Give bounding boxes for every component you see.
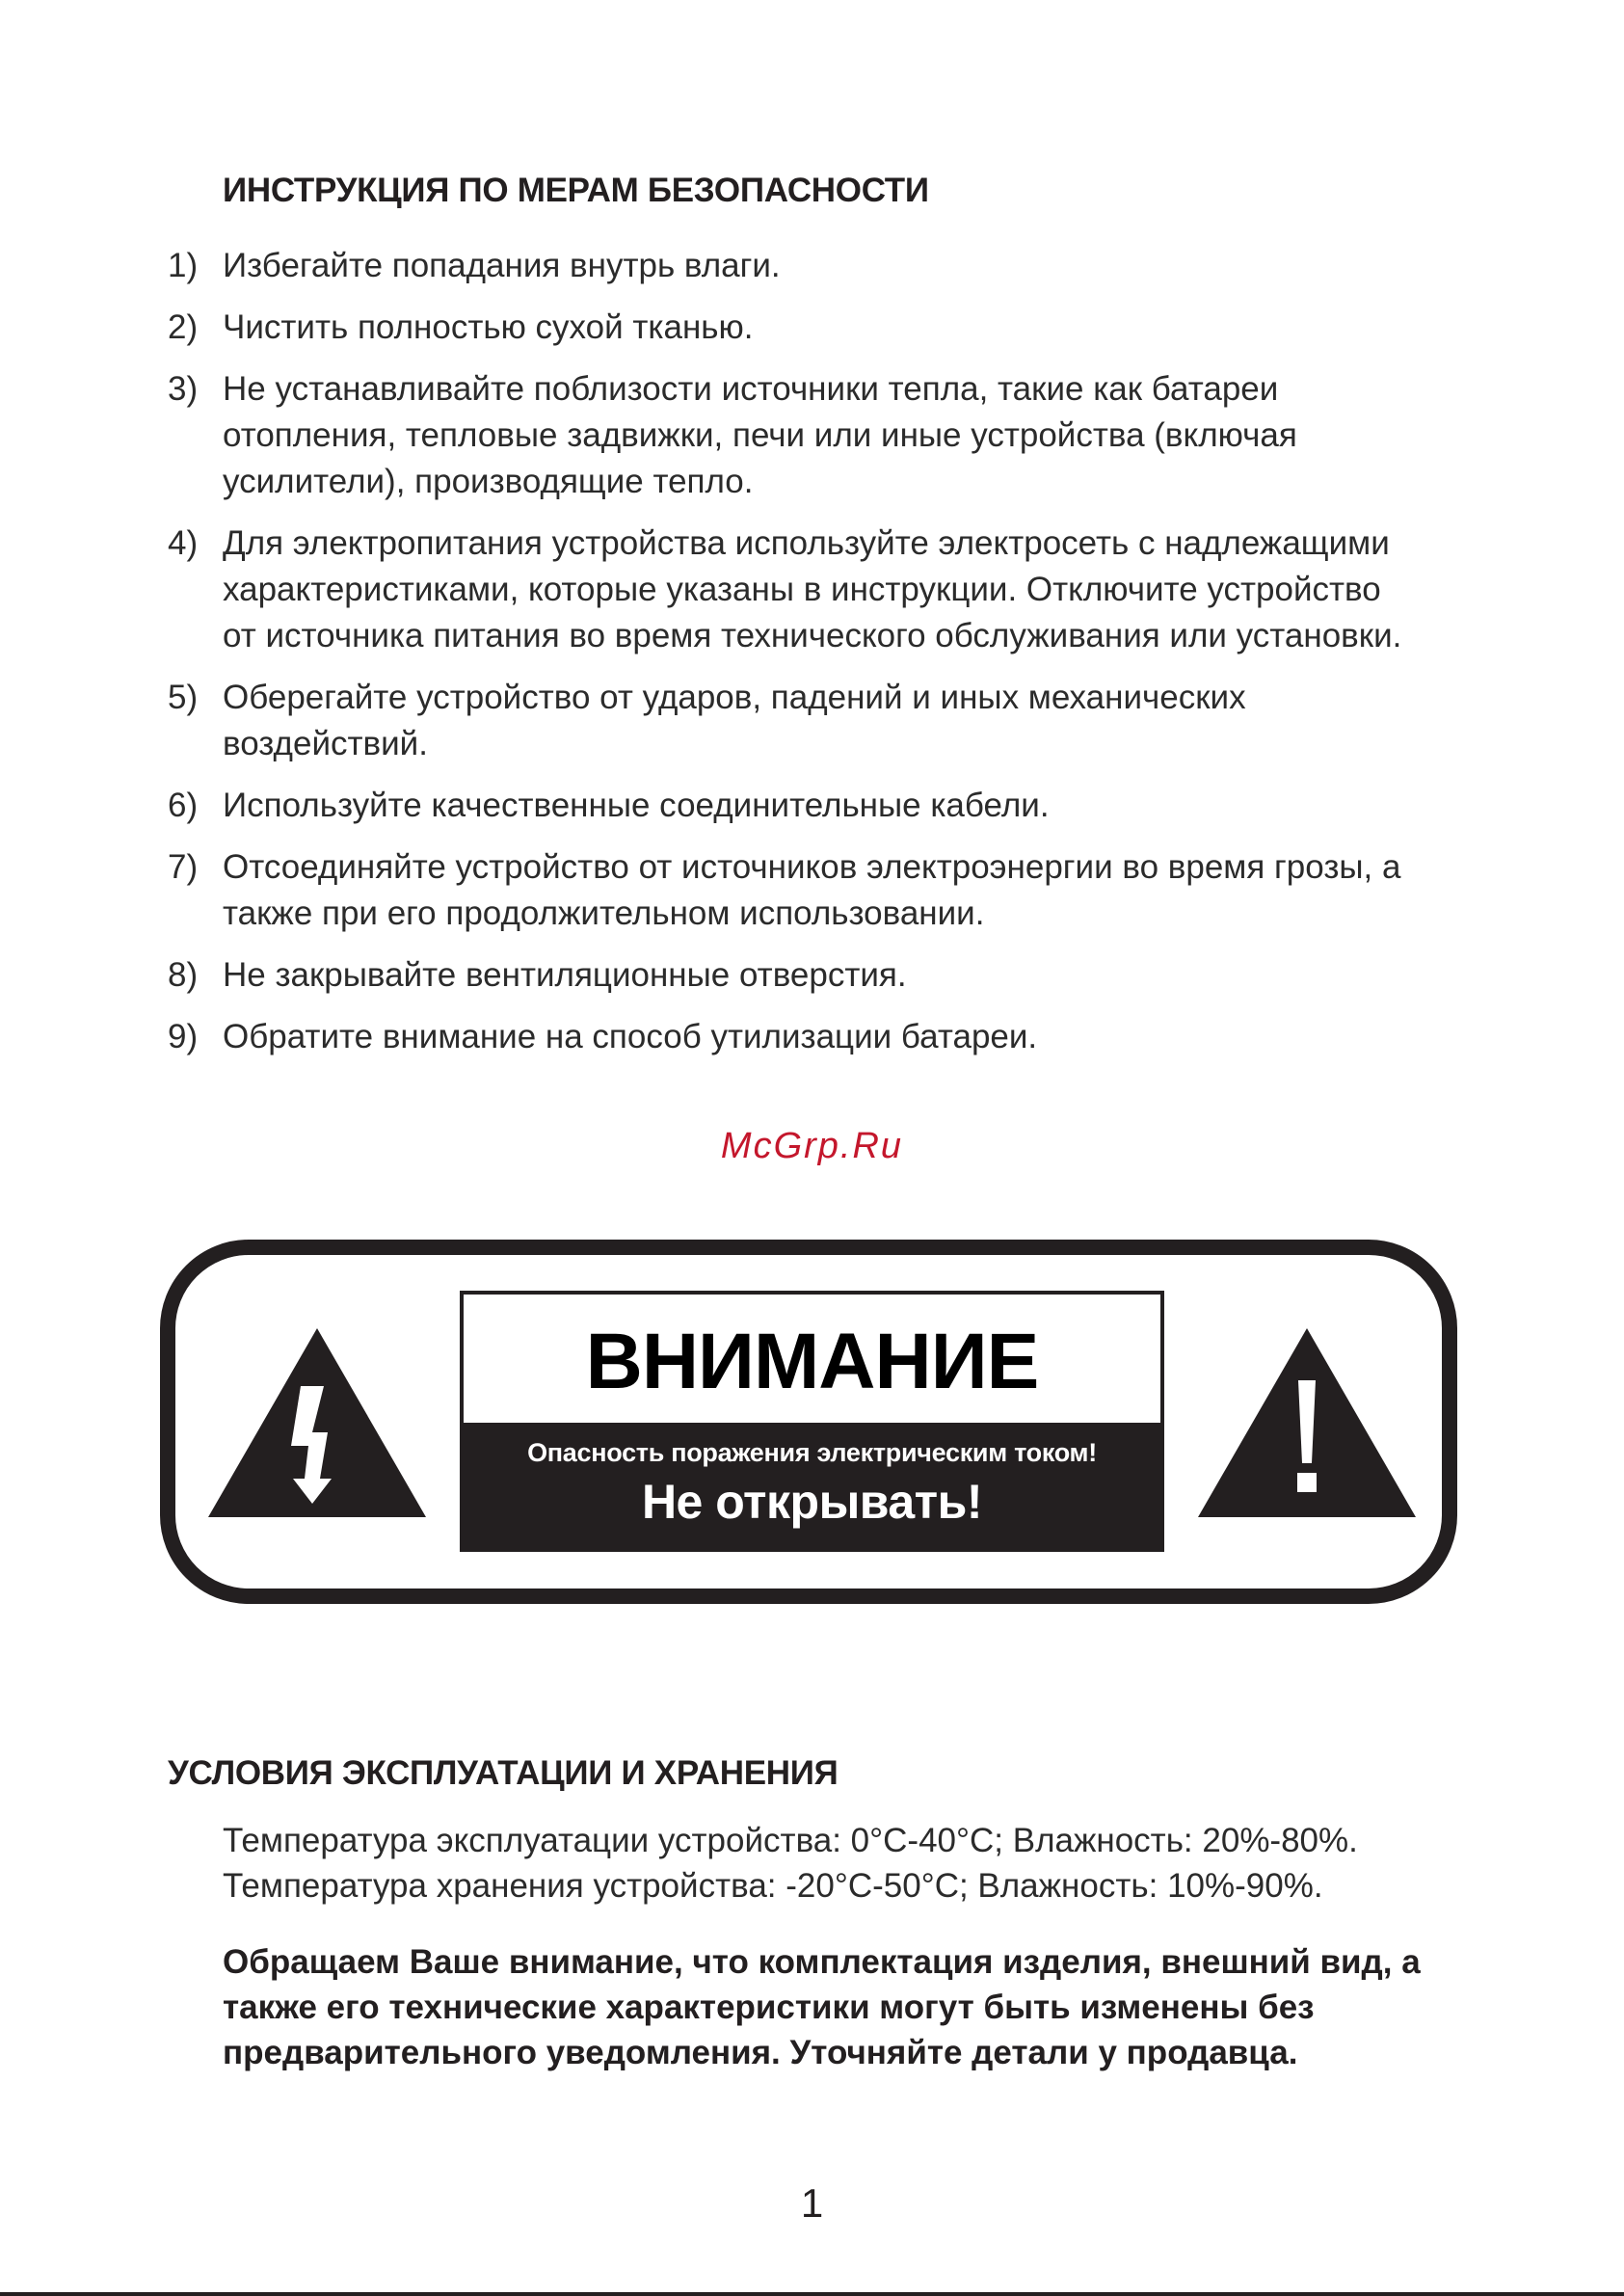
operating-conditions: Температура эксплуатации устройства: 0°С-40°С; Влажность: 20%-80%. [223,1822,1358,1859]
warning-band [464,1423,1160,1552]
item-text: Обратите внимание на способ утилизации батареи. [223,1018,1038,1055]
electric-shock-warning-icon [208,1328,426,1517]
list-item [168,675,1421,767]
warning-sign-box [460,1291,1164,1552]
list-item [168,1014,1421,1060]
item-text: Для электропитания устройства используйте электросеть с надлежащими характеристиками, которые указаны в инструкции. Отключите устройство от источника питания во время технического обслуживания или установки. [223,524,1402,654]
item-text: Оберегайте устройство от ударов, падений и иных механических воздействий. [223,679,1246,762]
list-item [168,521,1421,659]
safety-heading: ИНСТРУКЦИЯ ПО МЕРАМ БЕЗОПАСНОСТИ [223,172,929,209]
list-item [168,844,1421,937]
bottom-divider [0,2292,1624,2296]
item-number: 4) [168,524,199,562]
item-text: Избегайте попадания внутрь влаги. [223,247,781,284]
item-number: 6) [168,787,199,824]
notice-paragraph: Обращаем Ваше внимание, что комплектация изделия, внешний вид, а также его технические характеристики могут быть изменены без предварительного уведомления. Уточняйте детали у продавца. [223,1943,1421,2071]
item-number: 2) [168,308,199,346]
list-item [168,243,1421,289]
item-text: Не устанавливайте поблизости источники тепла, такие как батареи отопления, тепловые задвижки, печи или иные устройства (включая усилители), производящие тепло. [223,370,1297,500]
list-item [168,305,1421,351]
item-text: Чистить полностью сухой тканью. [223,308,754,346]
item-text: Отсоединяйте устройство от источников электроэнергии во время грозы, а также при его продолжительном использовании. [223,848,1401,932]
item-number: 8) [168,956,199,994]
list-item [168,952,1421,999]
item-number: 3) [168,370,199,408]
item-text: Используйте качественные соединительные кабели. [223,787,1050,824]
warning-main-text: Не открывать! [641,1475,983,1529]
item-number: 9) [168,1018,199,1055]
exclamation-warning-icon [1198,1328,1416,1517]
conditions-text [223,1818,1476,1909]
item-number: 1) [168,247,199,284]
item-number: 7) [168,848,199,886]
list-item [168,366,1421,505]
warning-subtitle: Опасность поражения электрическим током! [527,1438,1097,1467]
safety-list [168,243,1421,1076]
page-number: 1 [800,2180,824,2226]
watermark-link[interactable]: McGrp.Ru [720,1126,904,1166]
list-item [168,783,1421,829]
conditions-heading: УСЛОВИЯ ЭКСПЛУАТАЦИИ И ХРАНЕНИЯ [168,1754,839,1792]
item-number: 5) [168,679,199,716]
item-text: Не закрывайте вентиляционные отверстия. [223,956,907,994]
warning-title: ВНИМАНИЕ [585,1318,1039,1405]
storage-conditions: Температура хранения устройства: -20°С-50°С; Влажность: 10%-90%. [223,1867,1323,1905]
